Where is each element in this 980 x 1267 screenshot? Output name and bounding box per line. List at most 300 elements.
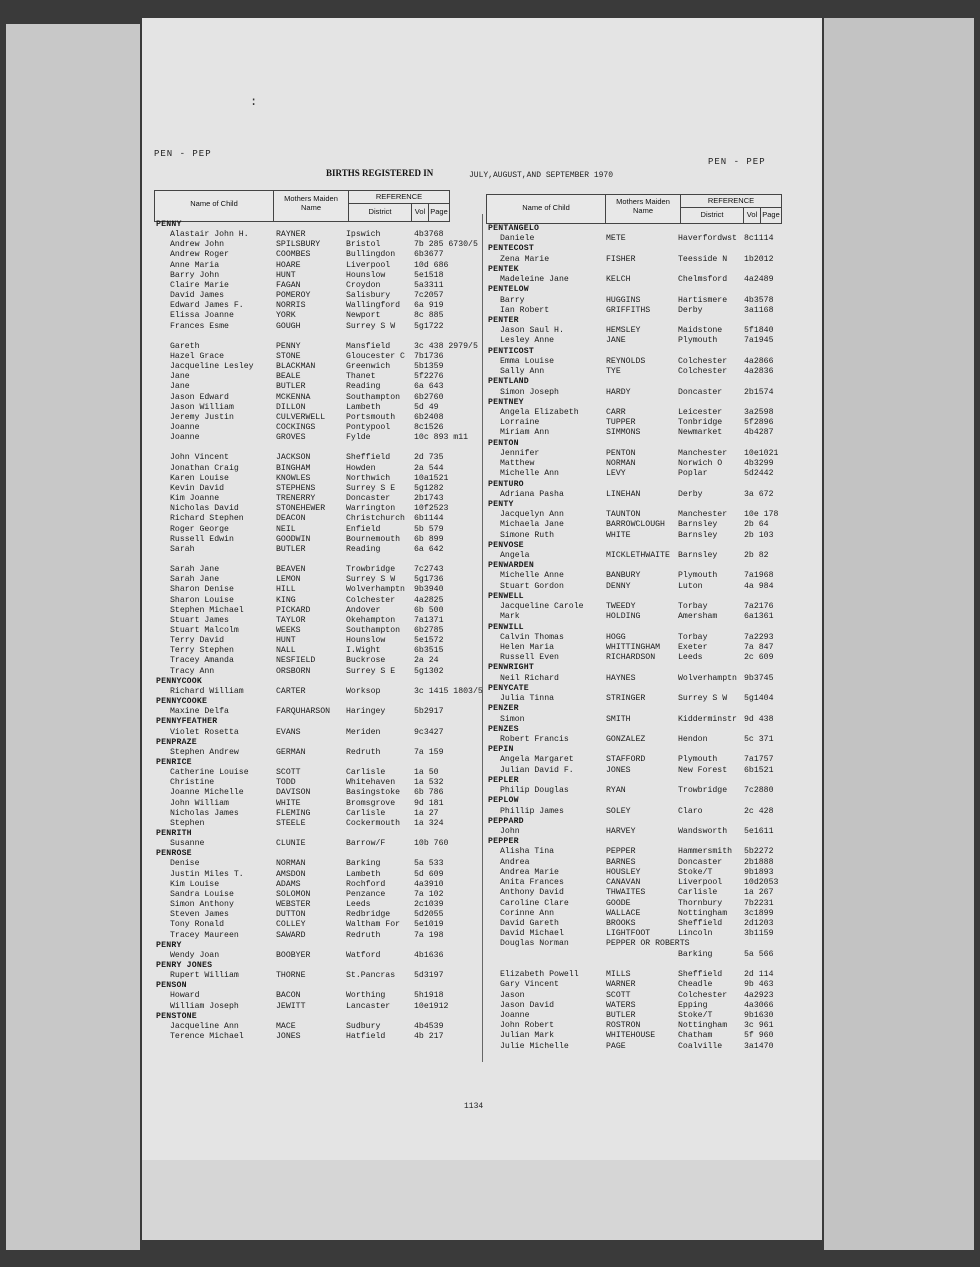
vol-page-reference: 5g1302 <box>414 666 444 676</box>
mother-maiden-name: TODD <box>276 778 296 788</box>
district: Plymouth <box>678 755 718 765</box>
vol-page-reference: 2c1039 <box>414 900 444 910</box>
child-name: Nicholas David <box>170 504 239 514</box>
child-name: Lesley Anne <box>500 336 555 346</box>
mother-maiden-name: ADAMS <box>276 879 301 889</box>
district: Wolverhamptn <box>678 673 737 683</box>
vol-page-reference: 6b 500 <box>414 605 444 615</box>
vol-page-reference: 4a2866 <box>744 356 774 366</box>
mother-maiden-name: STONE <box>276 351 301 361</box>
child-name: Jacquelyn Ann <box>500 510 564 520</box>
child-name: Stephen Michael <box>170 605 244 615</box>
mother-maiden-name: HILL <box>276 585 296 595</box>
vol-page-reference: 6b3677 <box>414 250 444 260</box>
child-name: Justin Miles T. <box>170 869 244 879</box>
district: Exeter <box>678 643 708 653</box>
child-name: Angela Margaret <box>500 755 574 765</box>
district: Surrey S W <box>346 321 396 331</box>
district: Nottingham <box>678 908 728 918</box>
page-mark: : <box>250 94 258 108</box>
vol-page-reference: 2b 82 <box>744 551 769 561</box>
surname-text: PENTEK <box>488 264 519 274</box>
district: Surrey S E <box>346 666 396 676</box>
child-name: Jennifer <box>500 448 540 458</box>
header-vol: Vol <box>414 207 426 216</box>
header-right-code: PEN - PEP <box>708 157 766 167</box>
child-name: Barry <box>500 295 525 305</box>
mother-maiden-name: PEPPER <box>606 847 636 857</box>
child-name: Stuart James <box>170 615 229 625</box>
vol-page-reference: 5f2896 <box>744 418 774 428</box>
surname-text: PEPPARD <box>488 816 524 826</box>
vol-page-reference: 8c 885 <box>414 311 444 321</box>
surname-text: PENNYCOOK <box>156 676 203 686</box>
child-name: Terry Stephen <box>170 646 234 656</box>
vol-page-reference: 4b 217 <box>414 1032 444 1041</box>
child-name: Gary Vincent <box>500 980 559 990</box>
mother-maiden-name: SPILSBURY <box>276 240 321 250</box>
vol-page-reference: 7a1757 <box>744 755 774 765</box>
vol-page-reference: 4a2489 <box>744 275 774 285</box>
district: Salisbury <box>346 291 391 301</box>
district: Watford <box>346 950 381 960</box>
mother-maiden-name: GOODWIN <box>276 534 311 544</box>
child-name: Andrea <box>500 857 530 867</box>
column-divider <box>482 214 483 1062</box>
vol-page-reference: 3b1159 <box>744 929 774 939</box>
child-name: Elizabeth Powell <box>500 970 579 980</box>
vol-page-reference: 8c1526 <box>414 423 444 432</box>
vol-page-reference: 6a 643 <box>414 382 444 392</box>
district: I.Wight <box>346 646 381 656</box>
mother-maiden-name: GOODE <box>606 898 631 908</box>
district: Bullingdon <box>346 250 396 260</box>
surname-text: PEPIN <box>488 745 514 755</box>
district: Derby <box>678 305 703 315</box>
header-mothers-maiden-name: Mothers Maiden Name <box>616 197 670 215</box>
district: Carlisle <box>346 808 386 818</box>
vol-page-reference: 3c1899 <box>744 908 774 918</box>
mother-maiden-name: HAYNES <box>606 673 636 683</box>
mother-maiden-name: DENNY <box>606 581 631 591</box>
vol-page-reference: 6a1361 <box>744 612 774 622</box>
child-name: Philip Douglas <box>500 786 569 796</box>
vol-page-reference: 4a 984 <box>744 581 774 591</box>
child-name: Sandra Louise <box>170 889 234 899</box>
vol-page-reference: 2a 24 <box>414 656 439 666</box>
child-name: Richard Stephen <box>170 514 244 524</box>
mother-maiden-name: RAYNER <box>276 230 306 240</box>
child-name: Daniele <box>500 234 535 244</box>
district: Lambeth <box>346 402 381 412</box>
mother-maiden-name: CARR <box>606 407 626 417</box>
child-name: Tracy Ann <box>170 666 215 676</box>
child-name: Zena Marie <box>500 254 550 264</box>
mother-maiden-name: STEPHENS <box>276 483 316 493</box>
vol-page-reference: 7a 847 <box>744 643 774 653</box>
surname-text: PENNY <box>156 220 182 229</box>
vol-page-reference: 6b2785 <box>414 626 444 635</box>
surname-text: PENTECOST <box>488 244 535 254</box>
mother-maiden-name: NORMAN <box>606 459 636 469</box>
vol-page-reference: 4a2836 <box>744 367 774 377</box>
mother-maiden-name: SOLEY <box>606 806 631 816</box>
district: Nottingham <box>678 1021 728 1031</box>
district: Ipswich <box>346 230 381 240</box>
surname-text: PENTELOW <box>488 285 529 295</box>
mother-maiden-name: SCOTT <box>606 990 631 1000</box>
child-name: Caroline Clare <box>500 898 569 908</box>
vol-page-reference: 4a3910 <box>414 879 444 889</box>
district: Leicester <box>678 407 723 417</box>
vol-page-reference: 2d1203 <box>744 918 774 928</box>
mother-maiden-name: WHITE <box>276 798 301 808</box>
mother-maiden-name: RYAN <box>606 786 626 796</box>
district: Plymouth <box>678 336 718 346</box>
district: Liverpool <box>346 260 391 270</box>
child-name: Joanne <box>500 1010 530 1020</box>
mother-maiden-name: CARTER <box>276 686 306 696</box>
district: Cheadle <box>678 980 713 990</box>
district: Newmarket <box>678 428 723 438</box>
district: Sheffield <box>678 918 723 928</box>
child-name: Hazel Grace <box>170 351 225 361</box>
child-name: Tracey Maureen <box>170 930 239 940</box>
mother-maiden-name: THORNE <box>276 971 306 981</box>
vol-page-reference: 5d2055 <box>414 910 444 920</box>
child-name: Gareth <box>170 341 200 351</box>
district: Sheffield <box>346 453 391 463</box>
vol-page-reference: 5a 533 <box>414 859 444 869</box>
district: Carlisle <box>678 888 718 898</box>
mother-maiden-name: COLLEY <box>276 920 306 930</box>
child-name: Jason <box>500 990 525 1000</box>
mother-maiden-name: RICHARDSON <box>606 653 656 663</box>
vol-page-reference: 4b3578 <box>744 295 774 305</box>
mother-maiden-name: GONZALEZ <box>606 735 646 744</box>
child-name: Simon <box>500 714 525 724</box>
vol-page-reference: 6a 919 <box>414 301 444 311</box>
mother-maiden-name: LIGHTFOOT <box>606 929 651 939</box>
vol-page-reference: 6b1521 <box>744 765 774 775</box>
vol-page-reference: 3c 1415 1803/5 <box>414 686 483 696</box>
vol-page-reference: 9b 463 <box>744 980 774 990</box>
child-name: Jeremy Justin <box>170 412 234 422</box>
district: Bournemouth <box>346 534 401 544</box>
child-name: Michelle Anne <box>500 571 564 581</box>
mother-maiden-name: SIMMONS <box>606 428 641 438</box>
mother-maiden-name: WARNER <box>606 980 636 990</box>
child-name: Stuart Malcolm <box>170 626 239 635</box>
mother-maiden-name: JANE <box>606 336 626 346</box>
child-name: Neil Richard <box>500 673 559 683</box>
district: Haverfordwst <box>678 234 737 244</box>
vol-page-reference: 7a 198 <box>414 930 444 940</box>
child-name: Richard William <box>170 686 244 696</box>
surname-text: PENSON <box>156 981 187 991</box>
vol-page-reference: 5e1019 <box>414 920 444 930</box>
vol-page-reference: 10e1021 <box>744 448 779 458</box>
district: Colchester <box>346 595 396 605</box>
header-reference: REFERENCE <box>375 192 423 201</box>
district: Doncaster <box>678 857 723 867</box>
mother-maiden-name: HUNT <box>276 636 296 646</box>
vol-page-reference: 6b2408 <box>414 412 444 422</box>
district: Redruth <box>346 747 381 757</box>
district: Mansfield <box>346 341 391 351</box>
surname-text: PENROSE <box>156 849 192 859</box>
child-name: Christine <box>170 778 215 788</box>
surname-text: PENYCATE <box>488 683 529 693</box>
district: Fylde <box>346 433 371 443</box>
surname-text: PEPPER <box>488 837 519 847</box>
mother-maiden-name: BARROWCLOUGH <box>606 520 665 530</box>
district: Worksop <box>346 686 381 696</box>
mother-maiden-name: HARDY <box>606 387 631 397</box>
child-name: Stuart Gordon <box>500 581 564 591</box>
surname-text: PENRITH <box>156 829 192 838</box>
mother-maiden-name: GRIFFITHS <box>606 305 651 315</box>
mother-maiden-name: CLUNIE <box>276 839 306 849</box>
vol-page-reference: 5e1572 <box>414 636 444 646</box>
child-name: Calvin Thomas <box>500 632 564 642</box>
vol-page-reference: 2a 544 <box>414 463 444 473</box>
mother-maiden-name: NESFIELD <box>276 656 316 666</box>
child-name: Terence Michael <box>170 1032 244 1041</box>
mother-maiden-name: DUTTON <box>276 910 306 920</box>
surname-text: PENPRAZE <box>156 737 197 747</box>
district: Hatfield <box>346 1032 386 1041</box>
district: Chelmsford <box>678 275 728 285</box>
child-name: Karen Louise <box>170 473 229 483</box>
vol-page-reference: 5d 49 <box>414 402 439 412</box>
child-name: Michaela Jane <box>500 520 564 530</box>
district: Redbridge <box>346 910 391 920</box>
child-name: Anita Frances <box>500 878 564 888</box>
district: Newport <box>346 311 381 321</box>
child-name: Sharon Louise <box>170 595 234 605</box>
mother-maiden-name: BLACKMAN <box>276 362 316 372</box>
vol-page-reference: 10b 760 <box>414 839 449 849</box>
district: Stoke/T <box>678 1010 713 1020</box>
mother-maiden-name: BEALE <box>276 372 301 382</box>
district: Maidstone <box>678 326 723 336</box>
mother-maiden-name: WALLACE <box>606 908 641 918</box>
vol-page-reference: 5a 566 <box>744 949 774 959</box>
vol-page-reference: 5e1611 <box>744 826 774 836</box>
mother-maiden-name: BANBURY <box>606 571 641 581</box>
child-name: Alastair John H. <box>170 230 249 240</box>
district: Northwich <box>346 473 391 483</box>
surname-text: PENTANGELO <box>488 224 540 233</box>
child-name: Andrew John <box>170 240 225 250</box>
child-name: Rupert William <box>170 971 239 981</box>
child-name: William Joseph <box>170 1001 239 1011</box>
vol-page-reference: 7b2231 <box>744 898 774 908</box>
vol-page-reference: 7a 159 <box>414 747 444 757</box>
mother-maiden-name: TWEEDY <box>606 602 636 612</box>
district: Liverpool <box>678 878 723 888</box>
vol-page-reference: 7b1736 <box>414 351 444 361</box>
surname-text: PENWRIGHT <box>488 663 535 673</box>
vol-page-reference: 9b1630 <box>744 1010 774 1020</box>
district: Southampton <box>346 626 401 635</box>
district: Amersham <box>678 612 718 622</box>
child-name: Jason William <box>170 402 234 412</box>
mother-maiden-name: BACON <box>276 991 301 1001</box>
district: Luton <box>678 581 703 591</box>
district: Whitehaven <box>346 778 396 788</box>
mother-maiden-name: LINEHAN <box>606 489 641 499</box>
child-name: Adriana Pasha <box>500 489 564 499</box>
district: Doncaster <box>346 494 391 504</box>
child-name: Sharon Denise <box>170 585 234 595</box>
page-bottom-margin <box>142 1160 822 1240</box>
mother-maiden-name: DAVISON <box>276 788 311 798</box>
district: Hounslow <box>346 636 386 646</box>
vol-page-reference: 1a 532 <box>414 778 444 788</box>
district: Carlisle <box>346 768 386 778</box>
left-column-entries <box>156 220 483 1060</box>
child-name: Kim Louise <box>170 879 220 889</box>
district: Tonbridge <box>678 418 723 428</box>
vol-page-reference: 7a1945 <box>744 336 774 346</box>
district: Pontypool <box>346 423 391 432</box>
mother-maiden-name: JONES <box>276 1032 301 1041</box>
mother-maiden-name: LEMON <box>276 575 301 585</box>
mother-maiden-name: JACKSON <box>276 453 311 463</box>
mother-maiden-name: PAGE <box>606 1041 626 1051</box>
district: Trowbridge <box>678 786 728 796</box>
district: Surrey S W <box>346 575 396 585</box>
district: Worthing <box>346 991 386 1001</box>
district: Redruth <box>346 930 381 940</box>
vol-page-reference: 1b2012 <box>744 254 774 264</box>
district: Sudbury <box>346 1021 381 1031</box>
mother-maiden-name: BINGHAM <box>276 463 311 473</box>
header-vol: Vol <box>746 210 758 219</box>
child-name: Andrea Marie <box>500 867 559 877</box>
vol-page-reference: 5d3197 <box>414 971 444 981</box>
mother-maiden-name: TAYLOR <box>276 615 306 625</box>
vol-page-reference: 5b2917 <box>414 707 444 717</box>
vol-page-reference: 4b4287 <box>744 428 774 438</box>
district: Barking <box>678 949 713 959</box>
mother-maiden-name: MICKLETHWAITE <box>606 551 670 561</box>
district: Sheffield <box>678 970 723 980</box>
surname-text: PENRICE <box>156 757 192 767</box>
mother-maiden-name: FAGAN <box>276 280 301 290</box>
child-name: Anne Maria <box>170 260 220 270</box>
district: Hammersmith <box>678 847 733 857</box>
vol-page-reference: 2b 103 <box>744 530 774 540</box>
mother-maiden-name: STAFFORD <box>606 755 646 765</box>
vol-page-reference: 5f1840 <box>744 326 774 336</box>
mother-maiden-name: FARQUHARSON <box>276 707 331 717</box>
child-name: Ian Robert <box>500 305 550 315</box>
surname-text: PENTLAND <box>488 377 529 387</box>
mother-maiden-name: WHITTINGHAM <box>606 643 661 653</box>
surname-text: PENTICOST <box>488 346 535 356</box>
vol-page-reference: 2b 64 <box>744 520 769 530</box>
district: Chatham <box>678 1031 713 1041</box>
right-table-header <box>486 194 782 224</box>
child-name: David Michael <box>500 929 564 939</box>
child-name: Robert Francis <box>500 735 569 744</box>
child-name: Julie Michelle <box>500 1041 569 1051</box>
child-name: Jacqueline Lesley <box>170 362 254 372</box>
child-name: Simone Ruth <box>500 530 555 540</box>
district: Leeds <box>346 900 371 910</box>
child-name: Jason David <box>500 1000 555 1010</box>
child-name: Nicholas James <box>170 808 239 818</box>
district: Wallingford <box>346 301 401 311</box>
vol-page-reference: 4b1636 <box>414 950 444 960</box>
child-name: Edward James F. <box>170 301 244 311</box>
surname-text: PENRY <box>156 940 182 950</box>
vol-page-reference: 6b 786 <box>414 788 444 798</box>
header-name-of-child: Name of Child <box>190 199 238 208</box>
district: Wolverhamptn <box>346 585 405 595</box>
district: Haringey <box>346 707 386 717</box>
header-name-of-child: Name of Child <box>522 203 570 212</box>
surname-text: PENTER <box>488 315 519 325</box>
child-name: Joanne Michelle <box>170 788 244 798</box>
vol-page-reference: 4b4539 <box>414 1021 444 1031</box>
child-name: Emma Louise <box>500 356 555 366</box>
vol-page-reference: 1a 267 <box>744 888 774 898</box>
vol-page-reference: 9d 181 <box>414 798 444 808</box>
mother-maiden-name: WEEKS <box>276 626 301 635</box>
mother-maiden-name: PEPPER OR ROBERTS <box>606 939 690 949</box>
vol-page-reference: 5d 609 <box>414 869 444 879</box>
mother-maiden-name: HOUSLEY <box>606 867 641 877</box>
district: Manchester <box>678 448 728 458</box>
mother-maiden-name: MCKENNA <box>276 392 311 402</box>
vol-page-reference: 3a2598 <box>744 407 774 417</box>
child-name: Claire Marie <box>170 280 229 290</box>
vol-page-reference: 4b3768 <box>414 230 444 240</box>
mother-maiden-name: GOUGH <box>276 321 301 331</box>
district: Plymouth <box>678 571 718 581</box>
header-page: Page <box>762 210 780 219</box>
child-name: Kim Joanne <box>170 494 220 504</box>
page-title: BIRTHS REGISTERED IN <box>326 168 434 178</box>
header-divider <box>681 207 781 208</box>
vol-page-reference: 7a1371 <box>414 615 444 625</box>
mother-maiden-name: JONES <box>606 765 631 775</box>
surname-text: PENWARDEN <box>488 561 535 571</box>
vol-page-reference: 10a1521 <box>414 473 449 483</box>
district: Thanet <box>346 372 376 382</box>
header-district: District <box>368 207 392 216</box>
district: Portsmouth <box>346 412 396 422</box>
surname-text: PENTURO <box>488 479 524 489</box>
mother-maiden-name: TRENERRY <box>276 494 316 504</box>
child-name: Corinne Ann <box>500 908 555 918</box>
child-name: Jonathan Craig <box>170 463 239 473</box>
district: Colchester <box>678 367 728 377</box>
mother-maiden-name: HUGGINS <box>606 295 641 305</box>
child-name: Alisha Tina <box>500 847 555 857</box>
mother-maiden-name: HUNT <box>276 270 296 280</box>
vol-page-reference: 4b3299 <box>744 459 774 469</box>
mother-maiden-name: HEMSLEY <box>606 326 641 336</box>
child-name: Denise <box>170 859 200 869</box>
vol-page-reference: 6a 642 <box>414 544 444 554</box>
child-name: Julian Mark <box>500 1031 555 1041</box>
vol-page-reference: 5a3311 <box>414 280 444 290</box>
